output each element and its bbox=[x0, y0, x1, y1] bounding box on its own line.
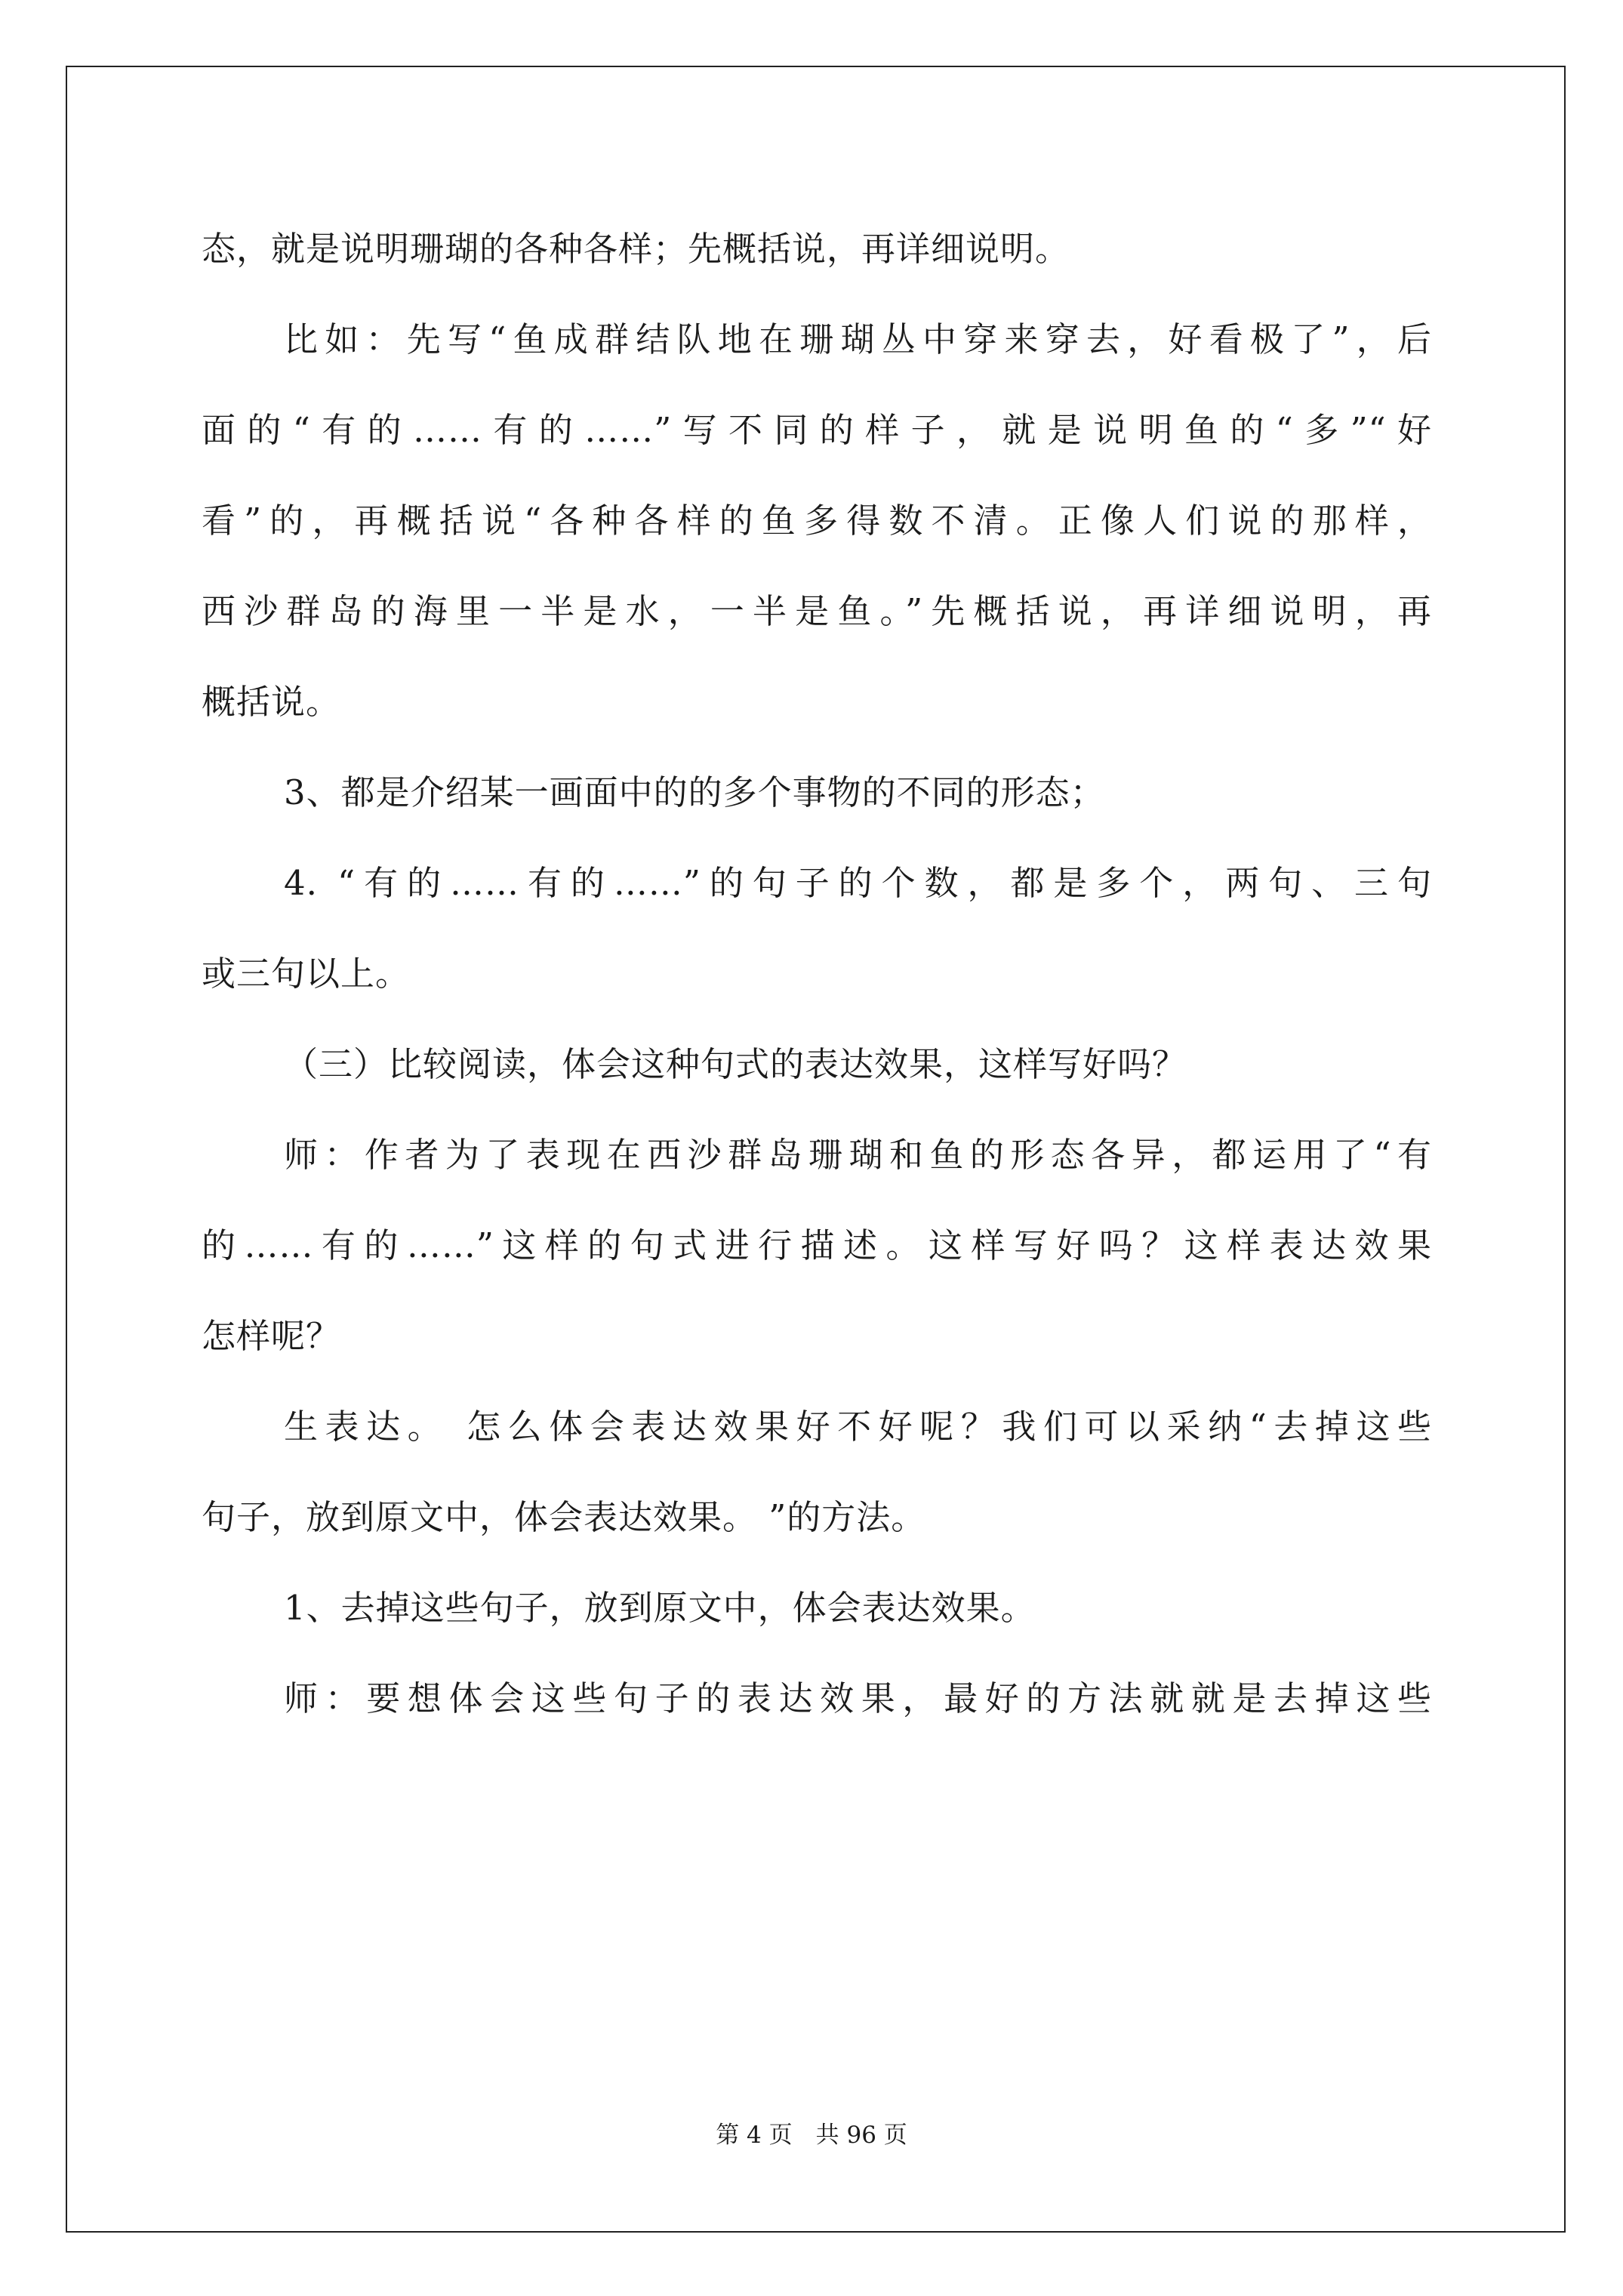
text-line: （三）比较阅读，体会这种句式的表达效果，这样写好吗？ bbox=[284, 1044, 1187, 1084]
text-line: 概括说。 bbox=[202, 682, 341, 722]
text-line: 或三句以上。 bbox=[202, 954, 411, 994]
text-line: 的……有的……”这样的句式进行描述。这样写好吗？这样表达效果 bbox=[202, 1225, 1432, 1265]
text-line: 1、去掉这些句子，放到原文中，体会表达效果。 bbox=[284, 1588, 1036, 1628]
text-line: 怎样呢？ bbox=[202, 1316, 341, 1356]
document-body bbox=[202, 204, 1432, 1744]
text-line: 3、都是介绍某一画面中的的多个事物的不同的形态； bbox=[284, 772, 1105, 812]
text-line: 师：作者为了表现在西沙群岛珊瑚和鱼的形态各异，都运用了“有 bbox=[284, 1135, 1432, 1175]
text-line: 看”的，再概括说“各种各样的鱼多得数不清。正像人们说的那样， bbox=[202, 501, 1432, 541]
text-line: 生表达。 怎么体会表达效果好不好呢？我们可以采纳“去掉这些 bbox=[284, 1407, 1432, 1447]
text-line: 西沙群岛的海里一半是水，一半是鱼。”先概括说，再详细说明，再 bbox=[202, 591, 1432, 631]
text-line: 面的“有的……有的……”写不同的样子，就是说明鱼的“多”“好 bbox=[202, 410, 1432, 450]
text-line: 比如：先写“鱼成群结队地在珊瑚丛中穿来穿去，好看极了”，后 bbox=[284, 319, 1432, 359]
text-line: 句子，放到原文中，体会表达效果。 ”的方法。 bbox=[202, 1497, 926, 1537]
text-line: 师：要想体会这些句子的表达效果，最好的方法就就是去掉这些 bbox=[284, 1678, 1432, 1718]
text-line: 态，就是说明珊瑚的各种各样；先概括说，再详细说明。 bbox=[202, 229, 1070, 269]
text-line: 4. “有的……有的……”的句子的个数，都是多个，两句、三句 bbox=[284, 863, 1432, 903]
page-number-footer: 第 4 页 共 96 页 bbox=[716, 2122, 907, 2149]
